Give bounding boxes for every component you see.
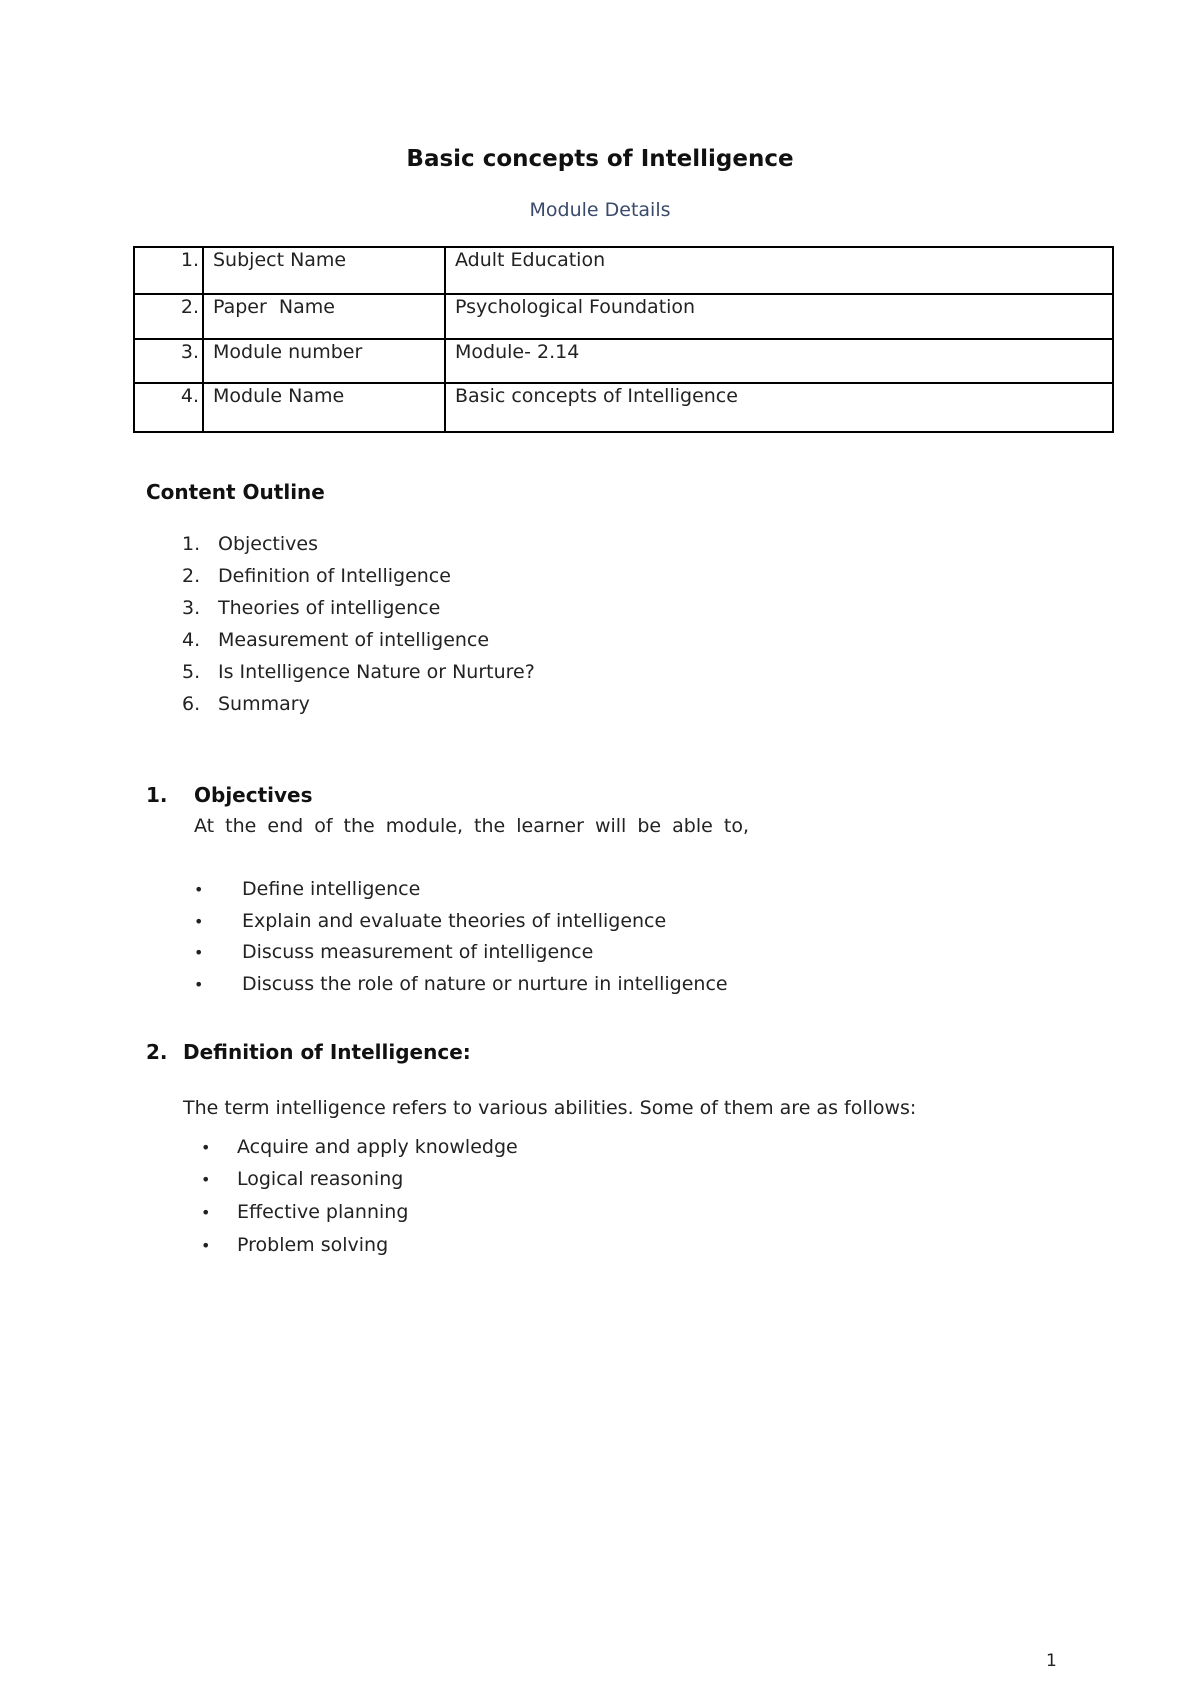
outline-item-number: 6.: [182, 693, 201, 715]
table-row: [134, 294, 1113, 339]
ability-bullet: [201, 1136, 210, 1158]
objective-text: Discuss the role of nature or nurture in intelligence: [242, 973, 728, 995]
outline-item-number: 2.: [182, 565, 201, 587]
outline-item-text: Objectives: [218, 533, 318, 555]
objective-bullet: [194, 973, 203, 995]
ability-text: Effective planning: [237, 1201, 409, 1223]
objective-bullet: [194, 941, 203, 963]
bullet-icon: •: [194, 943, 204, 962]
row-label: Subject Name: [203, 247, 445, 294]
outline-item-text: Is Intelligence Nature or Nurture?: [218, 661, 535, 683]
section-2-heading: Definition of Intelligence:: [183, 1040, 471, 1064]
bullet-icon: •: [194, 912, 204, 931]
outline-item-text: Theories of intelligence: [218, 597, 441, 619]
document-title: Basic concepts of Intelligence: [406, 146, 794, 172]
row-number: 3.: [134, 339, 203, 383]
module-details-table: [133, 246, 1114, 433]
bullet-icon: •: [194, 975, 204, 994]
bullet-icon: •: [201, 1203, 211, 1222]
outline-item-text: Summary: [218, 693, 310, 715]
outline-item-number: 5.: [182, 661, 201, 683]
section-1-heading: Objectives: [194, 783, 313, 807]
outline-item: [146, 661, 535, 683]
ability-text: Acquire and apply knowledge: [237, 1136, 518, 1158]
ability-text: Problem solving: [237, 1234, 389, 1256]
row-label: Module Name: [203, 383, 445, 432]
bullet-icon: •: [201, 1138, 211, 1157]
outline-item: [146, 629, 489, 651]
section-1-number: 1.: [146, 783, 168, 807]
table-row: [134, 247, 1113, 294]
ability-bullet: [201, 1201, 210, 1223]
outline-item: [146, 693, 310, 715]
row-number: 2.: [134, 294, 203, 339]
page-number: 1: [1046, 1651, 1057, 1671]
objective-text: Define intelligence: [242, 878, 421, 900]
bullet-icon: •: [201, 1236, 211, 1255]
outline-item: [146, 533, 318, 555]
outline-item-number: 4.: [182, 629, 201, 651]
row-label: Module number: [203, 339, 445, 383]
objective-bullet: [194, 910, 203, 932]
section-2-intro: The term intelligence refers to various abilities. Some of them are as follows:: [183, 1097, 917, 1119]
bullet-icon: •: [201, 1170, 211, 1189]
section-1-intro: At the end of the module, the learner will be able to,: [194, 815, 749, 837]
objective-bullet: [194, 878, 203, 900]
table-row: [134, 383, 1113, 432]
row-number: 1.: [134, 247, 203, 294]
table-row: [134, 339, 1113, 383]
ability-bullet: [201, 1168, 210, 1190]
row-value: Psychological Foundation: [445, 294, 1113, 339]
content-outline-heading: Content Outline: [146, 480, 325, 504]
ability-text: Logical reasoning: [237, 1168, 404, 1190]
row-value: Module- 2.14: [445, 339, 1113, 383]
row-number: 4.: [134, 383, 203, 432]
objective-text: Discuss measurement of intelligence: [242, 941, 594, 963]
module-details-caption: Module Details: [529, 199, 671, 221]
outline-item: [146, 565, 451, 587]
ability-bullet: [201, 1234, 210, 1256]
bullet-icon: •: [194, 880, 204, 899]
outline-item-number: 3.: [182, 597, 201, 619]
outline-item: [146, 597, 440, 619]
outline-item-text: Definition of Intelligence: [218, 565, 451, 587]
row-value: Adult Education: [445, 247, 1113, 294]
outline-item-number: 1.: [182, 533, 201, 555]
row-label: Paper Name: [203, 294, 445, 339]
outline-item-text: Measurement of intelligence: [218, 629, 490, 651]
row-value: Basic concepts of Intelligence: [445, 383, 1113, 432]
section-2-number: 2.: [146, 1040, 168, 1064]
objective-text: Explain and evaluate theories of intelligence: [242, 910, 667, 932]
